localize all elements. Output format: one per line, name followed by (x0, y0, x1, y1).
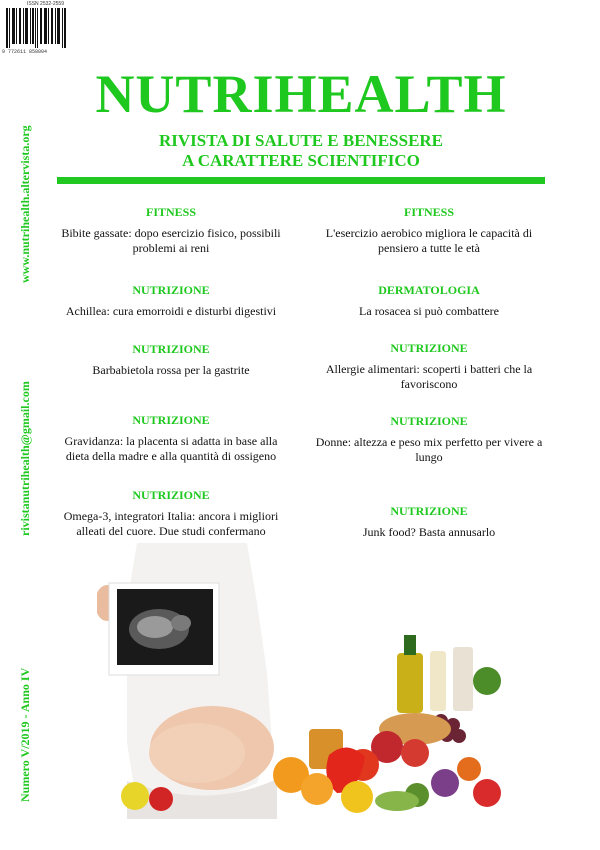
side-website: www.nutrihealth.altervista.org (18, 125, 32, 283)
article-left-4 (55, 413, 287, 464)
subtitle-line-2: A CARATTERE SCIENTIFICO (182, 151, 420, 170)
side-issue: Numero V/2019 - Anno IV (18, 667, 32, 802)
article-title: Bibite gassate: dopo esercizio fisico, possibili problemi ai reni (61, 226, 281, 255)
article-category: NUTRIZIONE (132, 283, 210, 297)
article-left-2 (55, 283, 287, 319)
pregnancy-food-illustration (97, 543, 502, 819)
magazine-title: NUTRIHEALTH (95, 64, 507, 124)
article-category: DERMATOLOGIA (378, 283, 480, 297)
article-right-4 (313, 414, 545, 465)
title-divider (57, 177, 545, 184)
article-right-3 (313, 341, 545, 392)
article-category: NUTRIZIONE (132, 488, 210, 502)
article-left-3 (55, 342, 287, 378)
article-category: NUTRIZIONE (132, 413, 210, 427)
cover-photo (97, 543, 502, 819)
magazine-subtitle (55, 131, 547, 171)
article-title: Omega-3, integratori Italia: ancora i migliori alleati del cuore. Due studi confermano (63, 509, 279, 538)
article-title: Junk food? Basta annusarlo (362, 525, 496, 539)
article-left-5 (55, 488, 287, 539)
article-category: NUTRIZIONE (390, 504, 468, 518)
barcode-number: 9 772611 858004 (2, 49, 48, 55)
article-title: Gravidanza: la placenta si adatta in base alla dieta della madre e alla quantità di ossigeno (64, 434, 278, 463)
article-title: L'esercizio aerobico migliora le capacità di pensiero a tutte le età (325, 226, 533, 255)
article-right-5 (313, 504, 545, 540)
article-category: FITNESS (403, 205, 455, 219)
article-category: NUTRIZIONE (132, 342, 210, 356)
article-category: NUTRIZIONE (390, 341, 468, 355)
article-category: FITNESS (145, 205, 197, 219)
article-title: La rosacea si può combattere (359, 304, 499, 318)
article-title: Achillea: cura emorroidi e disturbi digestivi (65, 304, 277, 318)
article-right-2 (313, 283, 545, 319)
issn-label: ISSN 2532-2559 (27, 1, 64, 7)
barcode-bars (2, 0, 70, 50)
side-email: rivistanutrihealth@gmail.com (18, 381, 32, 536)
article-title: Donne: altezza e peso mix perfetto per vivere a lungo (315, 435, 543, 464)
article-category: NUTRIZIONE (390, 414, 468, 428)
article-title: Allergie alimentari: scoperti i batteri che la favoriscono (325, 362, 533, 391)
article-title: Barbabietola rossa per la gastrite (92, 363, 250, 377)
subtitle-line-1: RIVISTA DI SALUTE E BENESSERE (158, 131, 444, 150)
article-left-1 (55, 205, 287, 256)
article-right-1 (313, 205, 545, 256)
